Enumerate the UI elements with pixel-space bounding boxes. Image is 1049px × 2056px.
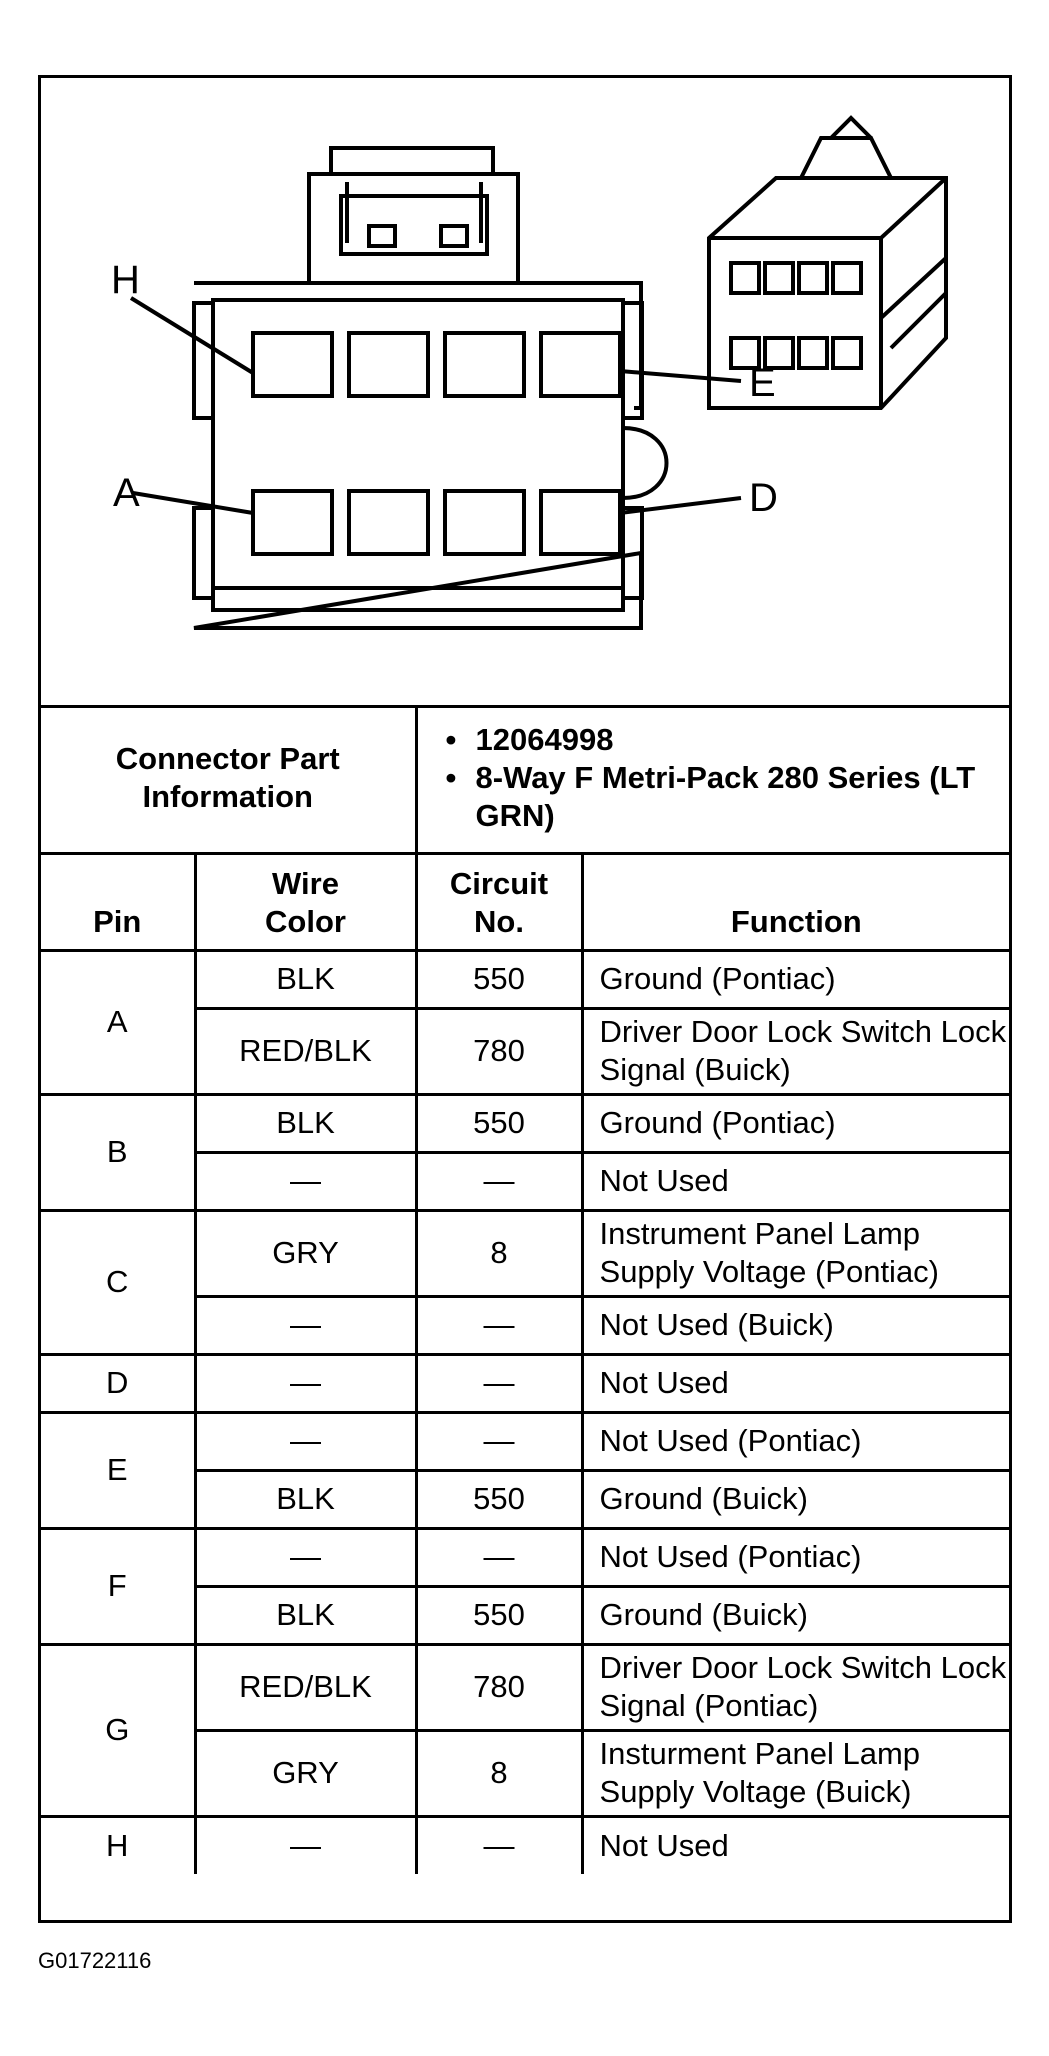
connector-description: • 8-Way F Metri-Pack 280 Series (LT GRN) xyxy=(476,759,1010,835)
function-cell: Not Used xyxy=(582,1152,1009,1210)
pin-cell: E xyxy=(41,1412,195,1528)
header-wire-color: Wire Color xyxy=(195,853,416,950)
pin-cell: B xyxy=(41,1094,195,1210)
circuit-cell: 8 xyxy=(416,1210,582,1296)
table-row xyxy=(41,1354,1009,1412)
function-cell: Not Used (Pontiac) xyxy=(582,1412,1009,1470)
circuit-cell: 780 xyxy=(416,1008,582,1094)
wire-color-cell: BLK xyxy=(195,1094,416,1152)
function-cell: Driver Door Lock Switch Lock Signal (Buick) xyxy=(582,1008,1009,1094)
circuit-cell: — xyxy=(416,1354,582,1412)
header-row xyxy=(41,853,1009,950)
function-cell: Instrument Panel Lamp Supply Voltage (Pontiac) xyxy=(582,1210,1009,1296)
pin-label-a: A xyxy=(113,471,140,515)
header-circuit-no: Circuit No. xyxy=(416,853,582,950)
function-cell: Ground (Pontiac) xyxy=(582,1094,1009,1152)
pin-cell: C xyxy=(41,1210,195,1354)
function-cell: Not Used xyxy=(582,1354,1009,1412)
circuit-cell: — xyxy=(416,1152,582,1210)
wire-color-cell: BLK xyxy=(195,1586,416,1644)
connector-part-number: • 12064998 xyxy=(476,721,1010,759)
pin-cell: A xyxy=(41,950,195,1094)
circuit-cell: — xyxy=(416,1412,582,1470)
connector-info-list xyxy=(416,705,1009,853)
function-cell: Ground (Buick) xyxy=(582,1586,1009,1644)
figure-code: G01722116 xyxy=(38,1948,152,1973)
wire-color-cell: BLK xyxy=(195,950,416,1008)
connector-face-drawing xyxy=(41,78,1009,705)
table-row xyxy=(41,1816,1009,1874)
table-row xyxy=(41,1528,1009,1586)
pin-cell: G xyxy=(41,1644,195,1816)
wire-color-cell: RED/BLK xyxy=(195,1644,416,1730)
function-cell: Not Used (Pontiac) xyxy=(582,1528,1009,1586)
circuit-cell: — xyxy=(416,1816,582,1874)
pin-cell: F xyxy=(41,1528,195,1644)
circuit-cell: 550 xyxy=(416,950,582,1008)
wire-color-cell: — xyxy=(195,1354,416,1412)
table-row xyxy=(41,950,1009,1008)
wire-color-cell: BLK xyxy=(195,1470,416,1528)
function-cell: Ground (Pontiac) xyxy=(582,950,1009,1008)
function-cell: Insturment Panel Lamp Supply Voltage (Buick) xyxy=(582,1730,1009,1816)
circuit-cell: 550 xyxy=(416,1586,582,1644)
wire-color-cell: RED/BLK xyxy=(195,1008,416,1094)
connector-sheet xyxy=(38,75,1012,1923)
table-row xyxy=(41,1644,1009,1730)
circuit-cell: 8 xyxy=(416,1730,582,1816)
wire-color-cell: — xyxy=(195,1152,416,1210)
circuit-cell: — xyxy=(416,1528,582,1586)
function-cell: Ground (Buick) xyxy=(582,1470,1009,1528)
header-function: Function xyxy=(582,853,1009,950)
table-row xyxy=(41,1094,1009,1152)
pin-label-d: D xyxy=(749,476,778,520)
pin-cell: H xyxy=(41,1816,195,1874)
function-cell: Not Used xyxy=(582,1816,1009,1874)
pin-cell: D xyxy=(41,1354,195,1412)
connector-info-heading: Connector Part Information xyxy=(41,705,416,853)
wire-color-cell: — xyxy=(195,1296,416,1354)
pin-label-e: E xyxy=(749,361,776,405)
pin-label-h: H xyxy=(111,258,140,302)
wire-color-cell: GRY xyxy=(195,1210,416,1296)
table-row xyxy=(41,1412,1009,1470)
header-pin: Pin xyxy=(41,853,195,950)
circuit-cell: 780 xyxy=(416,1644,582,1730)
pinout-table xyxy=(41,705,1009,1874)
table-row xyxy=(41,1210,1009,1296)
wire-color-cell: — xyxy=(195,1816,416,1874)
connector-diagram xyxy=(41,78,1009,708)
connector-info-row xyxy=(41,705,1009,853)
wire-color-cell: GRY xyxy=(195,1730,416,1816)
function-cell: Driver Door Lock Switch Lock Signal (Pontiac) xyxy=(582,1644,1009,1730)
function-cell: Not Used (Buick) xyxy=(582,1296,1009,1354)
circuit-cell: 550 xyxy=(416,1470,582,1528)
wire-color-cell: — xyxy=(195,1412,416,1470)
circuit-cell: 550 xyxy=(416,1094,582,1152)
circuit-cell: — xyxy=(416,1296,582,1354)
wire-color-cell: — xyxy=(195,1528,416,1586)
